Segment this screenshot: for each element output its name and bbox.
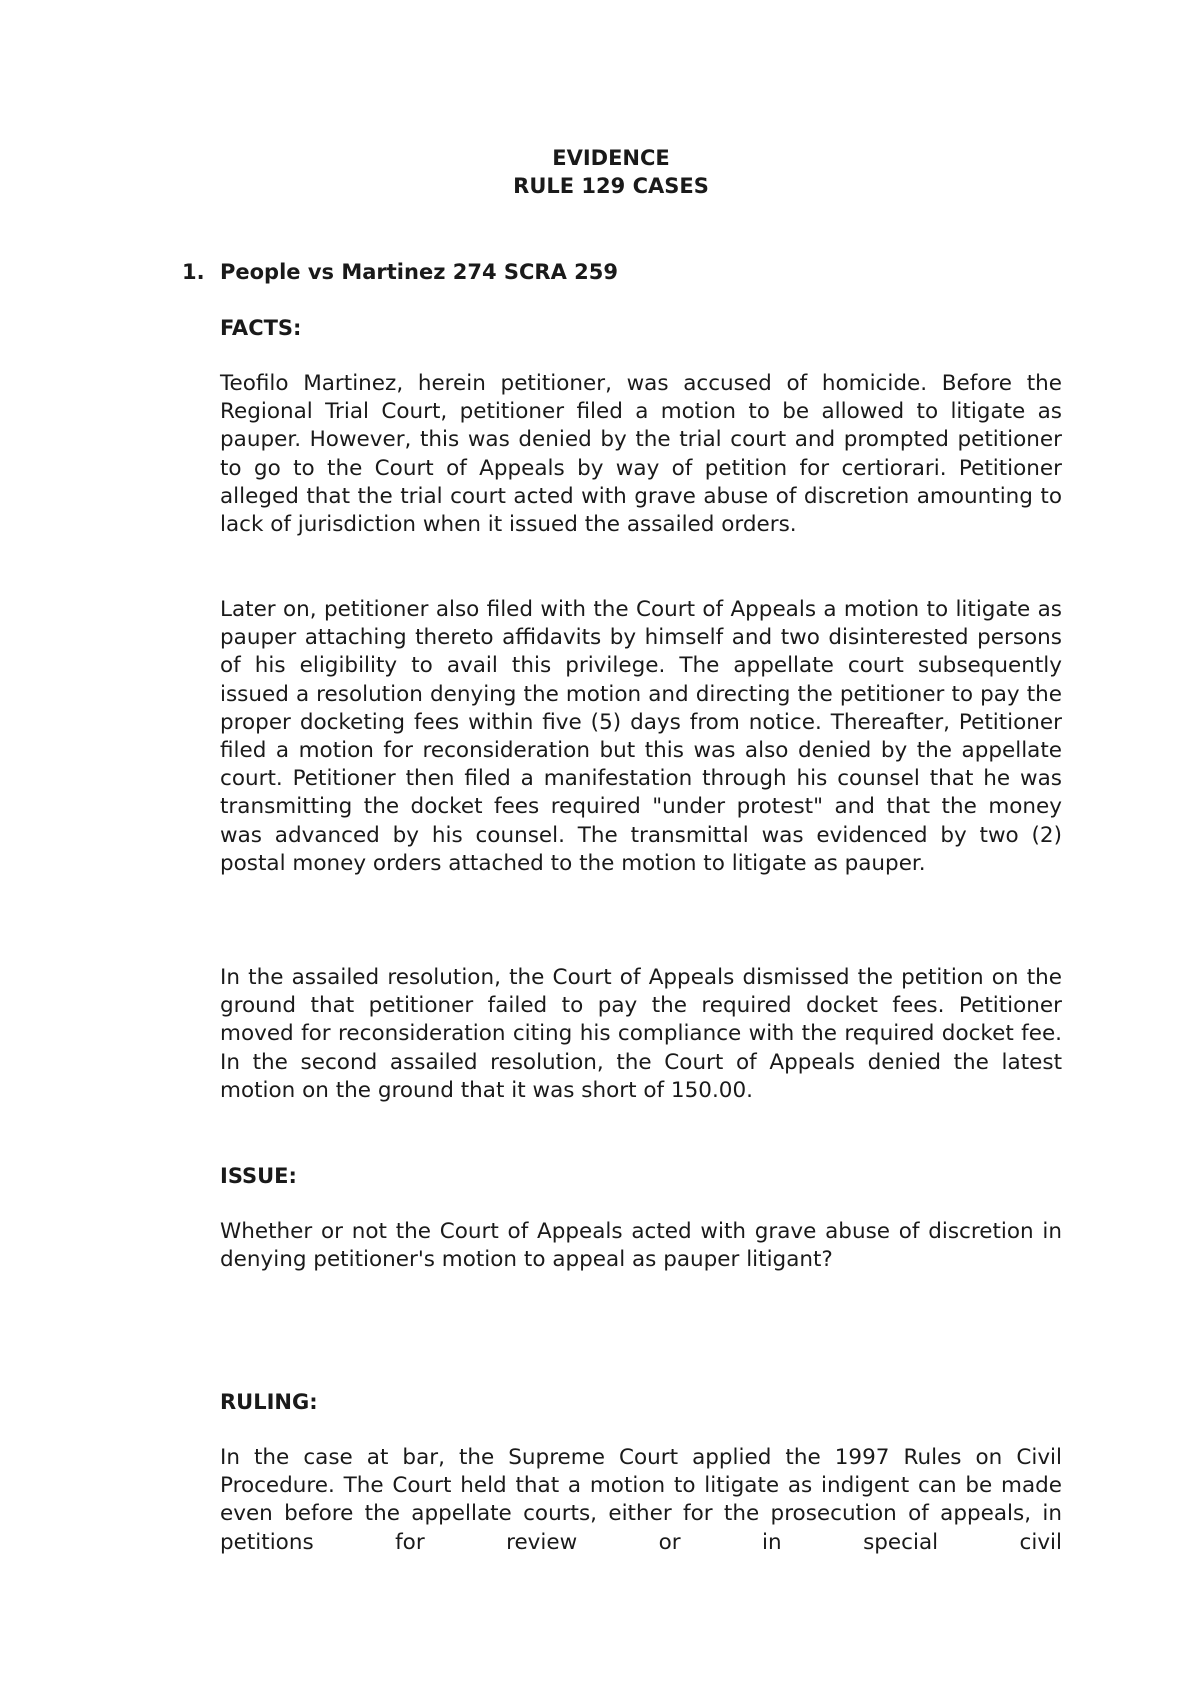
case-number: 1. <box>182 260 205 284</box>
facts-paragraph: In the assailed resolution, the Court of Appeals dismissed the petition on the ground that petitioner failed to pay the required docket fees. Petitioner moved for reconsideration citing his compliance with the required docket fee. In the second assailed resolution, the Court of Appeals denied the latest motion on the ground that it was short of 150.00. <box>220 965 1062 1103</box>
facts-section <box>220 314 1062 342</box>
issue-text-block <box>220 1218 1062 1274</box>
document-header <box>0 144 1200 200</box>
case-title: People vs Martinez 274 SCRA 259 <box>220 260 618 284</box>
document-title: EVIDENCE <box>552 146 670 170</box>
ruling-label: RULING: <box>220 1390 318 1414</box>
facts-label: FACTS: <box>220 316 302 340</box>
facts-paragraph: Later on, petitioner also filed with the Court of Appeals a motion to litigate as pauper attaching thereto affidavits by himself and two disinterested persons of his eligibility to avail this privilege. The appellate court subsequently issued a resolution denying the motion and directing the petitioner to pay the proper docketing fees within five (5) days from notice. Thereafter, Petitioner filed a motion for reconsideration but this was also denied by the appellate court. Petitioner then filed a manifestation through his counsel that he was transmitting the docket fees required "under protest" and that the money was advanced by his counsel. The transmittal was evidenced by two (2) postal money orders attached to the motion to litigate as pauper. <box>220 597 1062 876</box>
issue-label: ISSUE: <box>220 1164 297 1188</box>
case-heading <box>182 258 618 286</box>
facts-paragraph: Teofilo Martinez, herein petitioner, was accused of homicide. Before the Regional Trial Court, petitioner filed a motion to be allowed to litigate as pauper. However, this was denied by the trial court and prompted petitioner to go to the Court of Appeals by way of petition for certiorari. Petitioner alleged that the trial court acted with grave abuse of discretion amounting to lack of jurisdiction when it issued the assailed orders. <box>220 371 1062 538</box>
document-subtitle: RULE 129 CASES <box>513 174 709 198</box>
ruling-text-block <box>220 1444 1062 1557</box>
facts-paragraph-3-block <box>220 964 1062 1105</box>
ruling-section <box>220 1388 1062 1416</box>
facts-paragraph-2-block <box>220 596 1062 878</box>
issue-section <box>220 1162 1062 1190</box>
ruling-text: In the case at bar, the Supreme Court applied the 1997 Rules on Civil Procedure. The Court held that a motion to litigate as indigent can be made even before the appellate courts, either for the prosecution of appeals, in petitions for review or in special civil <box>220 1445 1062 1555</box>
issue-text: Whether or not the Court of Appeals acted with grave abuse of discretion in denying petitioner's motion to appeal as pauper litigant? <box>220 1219 1062 1273</box>
facts-paragraph-1-block <box>220 370 1062 539</box>
